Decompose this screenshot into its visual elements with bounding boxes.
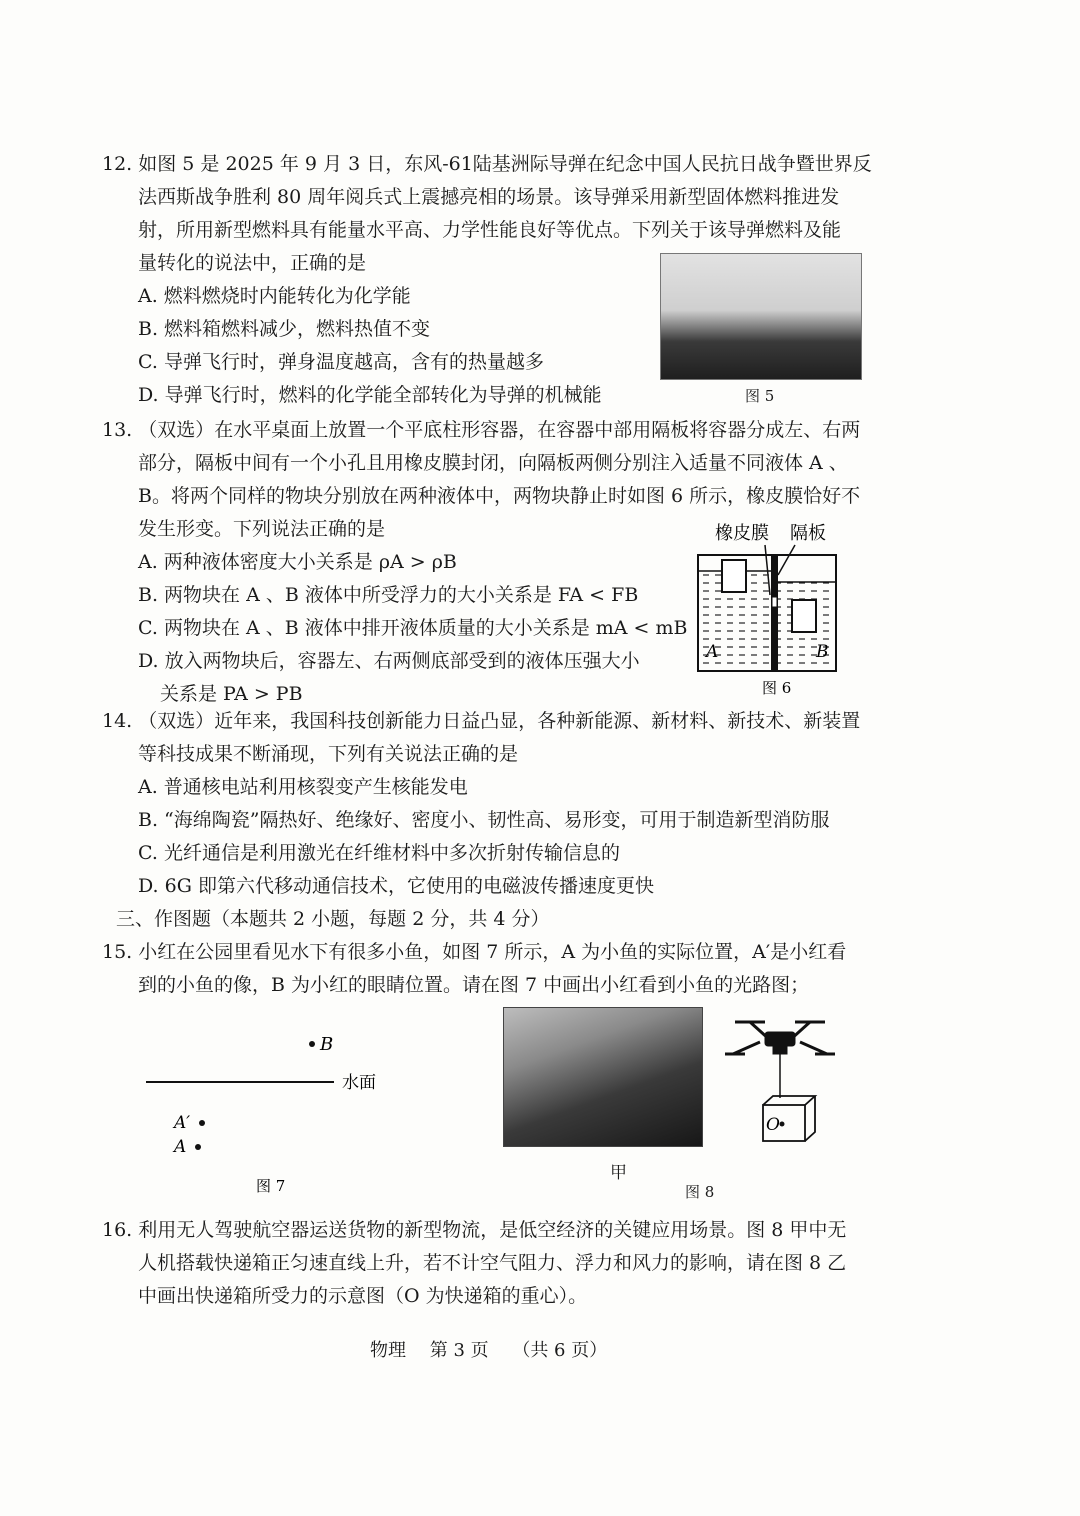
figure-7-label-b: B — [320, 1034, 334, 1055]
question-14 — [102, 705, 860, 1002]
figure-6-block-b — [792, 600, 816, 632]
q16-line-2: 人机搭载快递箱正匀速直线上升，若不计空气阻力、浮力和风力的影响，请在图 8 乙 — [138, 1252, 847, 1274]
figure-6-caption: 图 6 — [762, 679, 792, 697]
q14-line-1: 14. （双选）近年来，我国科技创新能力日益凸显，各种新能源、新材料、新技术、新装置 — [102, 710, 861, 732]
figure-7-label-a: A — [174, 1137, 187, 1157]
question-16 — [102, 1214, 846, 1313]
figure-8-photo — [503, 1007, 703, 1147]
q13-option-d: D. 放入两物块后，容器左、右两侧底部受到的液体压强大小 — [138, 650, 640, 672]
q14-option-a: A. 普通核电站利用核裂变产生核能发电 — [138, 776, 468, 798]
q12-line-3: 射，所用新型燃料具有能量水平高、力学性能良好等优点。下列关于该导弹燃料及能 — [138, 219, 842, 241]
q12-line-2: 法西斯战争胜利 80 周年阅兵式上震撼亮相的场景。该导弹采用新型固体燃料推进发 — [138, 186, 840, 208]
figure-6-label-b: B — [816, 642, 829, 662]
q13-line-4: 发生形变。下列说法正确的是 — [138, 518, 386, 540]
figure-7-diagram — [140, 1030, 400, 1200]
section-3-heading: 三、作图题（本题共 2 小题，每题 2 分，共 4 分） — [116, 908, 550, 930]
figure-6-label-a: A — [706, 642, 719, 662]
figure-8-sub-caption: 甲 — [610, 1163, 627, 1183]
figure-7-caption: 图 7 — [256, 1177, 286, 1195]
figure-7-label-water: 水面 — [342, 1073, 376, 1093]
figure-8-caption: 图 8 — [685, 1183, 715, 1201]
figure-8-drone-diagram — [725, 1012, 845, 1147]
figure-6-diagram — [690, 515, 850, 700]
q13-line-1: 13. （双选）在水平桌面上放置一个平底柱形容器，在容器中部用隔板将容器分成左、右两 — [102, 419, 861, 441]
figure-6-label-partition: 隔板 — [790, 523, 826, 544]
q14-option-d: D. 6G 即第六代移动通信技术，它使用的电磁波传播速度更快 — [138, 875, 654, 897]
q13-line-3: B。将两个同样的物块分别放在两种液体中，两物块静止时如图 6 所示，橡皮膜恰好不 — [138, 485, 861, 507]
figure-7-point-a — [195, 1144, 201, 1150]
figure-8-label-o: O — [766, 1115, 780, 1135]
q13-option-d-cont: 关系是 PA > PB — [160, 683, 303, 705]
q12-option-d: D. 导弹飞行时，燃料的化学能全部转化为导弹的机械能 — [138, 384, 602, 406]
q12-line-4: 量转化的说法中，正确的是 — [138, 252, 367, 274]
q14-option-c: C. 光纤通信是利用激光在纤维材料中多次折射传输信息的 — [138, 842, 620, 864]
q12-option-c: C. 导弹飞行时，弹身温度越高，含有的热量越多 — [138, 351, 544, 373]
figure-7-label-a-prime: A′ — [174, 1113, 191, 1133]
figure-5-caption: 图 5 — [745, 387, 775, 405]
figure-6-block-a — [722, 560, 746, 592]
q13-option-a: A. 两种液体密度大小关系是 ρA > ρB — [138, 551, 457, 573]
figure-5-photo — [660, 253, 862, 380]
q12-option-b: B. 燃料箱燃料减少，燃料热值不变 — [138, 318, 431, 340]
page-footer: 物理 第 3 页 （共 6 页） — [370, 1340, 608, 1361]
q14-line-2: 等科技成果不断涌现，下列有关说法正确的是 — [138, 743, 519, 765]
q15-line-1: 15. 小红在公园里看见水下有很多小鱼，如图 7 所示，A 为小鱼的实际位置，A′是小红看 — [102, 941, 847, 963]
q14-option-b: B. “海绵陶瓷”隔热好、绝缘好、密度小、韧性高、易形变，可用于制造新型消防服 — [138, 809, 830, 831]
q13-option-c: C. 两物块在 A 、B 液体中排开液体质量的大小关系是 mA < mB — [138, 617, 688, 639]
q13-option-b: B. 两物块在 A 、B 液体中所受浮力的大小关系是 FA < FB — [138, 584, 639, 606]
figure-7-point-b — [309, 1041, 315, 1047]
figure-8-point-o — [780, 1122, 785, 1127]
figure-6-label-membrane: 橡皮膜 — [715, 523, 769, 544]
q12-line-1: 12. 如图 5 是 2025 年 9 月 3 日，东风-61陆基洲际导弹在纪念中国人民抗日战争暨世界反 — [102, 153, 872, 175]
q16-line-3: 中画出快递箱所受力的示意图（O 为快递箱的重心）。 — [138, 1285, 588, 1307]
q13-line-2: 部分，隔板中间有一个小孔且用橡皮膜封闭，向隔板两侧分别注入适量不同液体 A 、 — [138, 452, 848, 474]
drone-icon — [725, 1022, 835, 1054]
q16-line-1: 16. 利用无人驾驶航空器运送货物的新型物流，是低空经济的关键应用场景。图 8 甲中无 — [102, 1219, 847, 1241]
figure-7-point-a-prime — [199, 1120, 205, 1126]
q15-line-2: 到的小鱼的像，B 为小红的眼睛位置。请在图 7 中画出小红看到小鱼的光路图； — [138, 974, 810, 996]
q12-option-a: A. 燃料燃烧时内能转化为化学能 — [138, 285, 411, 307]
